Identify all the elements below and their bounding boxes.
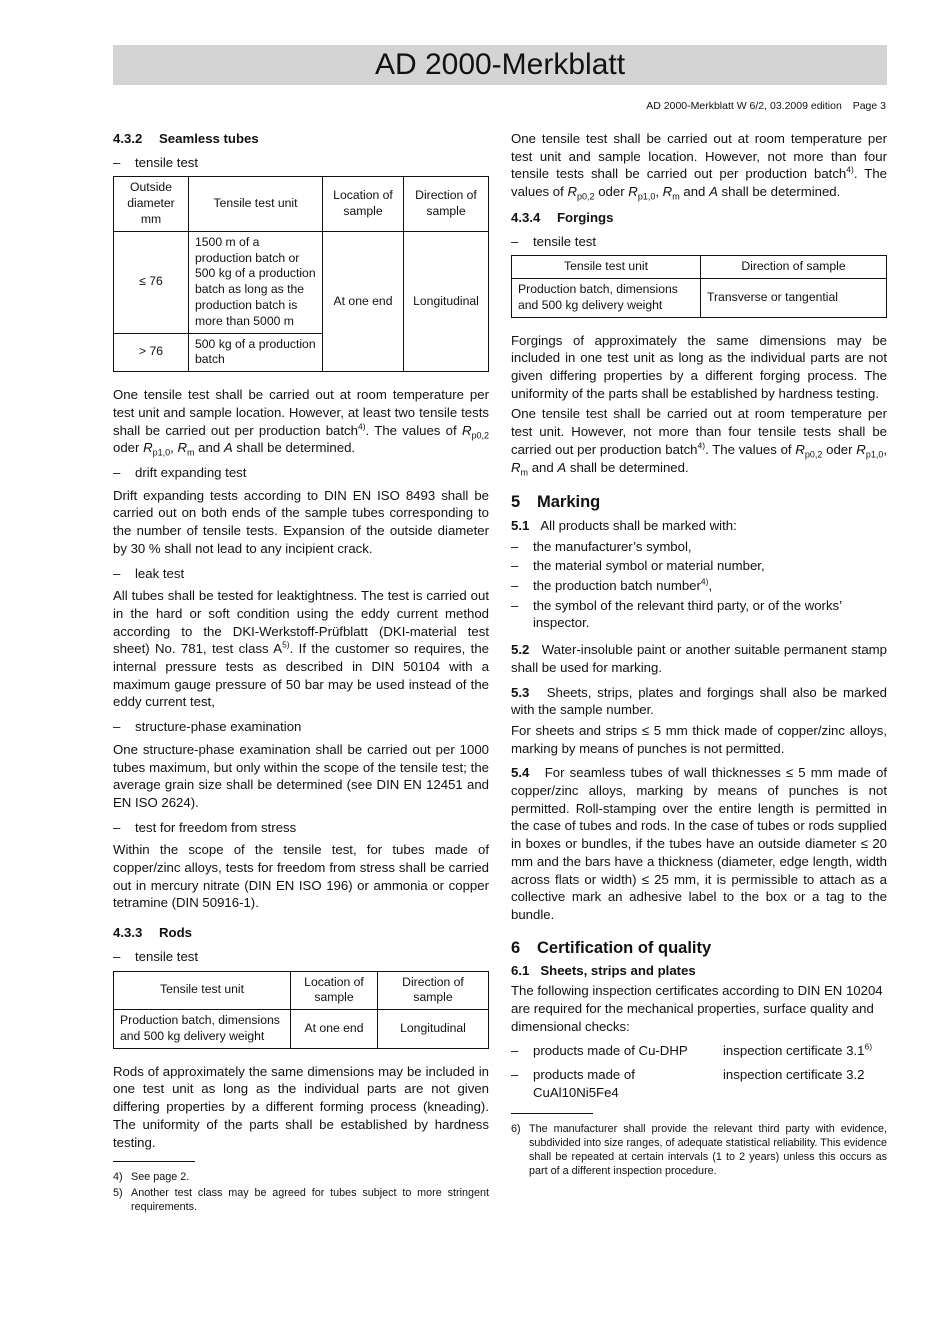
- table-header: Location of sample: [291, 971, 378, 1010]
- paragraph: Drift expanding tests according to DIN EN ISO 8493 shall be carried out on both ends of the sample tubes corresponding to the number of tensile tests. Expansion of the outside diameter by 30 % shall not lead to any incipient crack.: [113, 487, 489, 556]
- footnote: 5) Another test class may be agreed for tubes subject to more stringent requirements.: [113, 1187, 489, 1214]
- table-header: Location of sample: [323, 177, 404, 231]
- footnote: 4) See page 2.: [113, 1171, 190, 1184]
- certificate-row: – products made of CuAl10Ni5Fe4 inspection certificate 3.2: [511, 1066, 865, 1100]
- table-cell: Production batch, dimensions and 500 kg delivery weight: [512, 279, 701, 318]
- section-heading-4-3-2: 4.3.2 Seamless tubes: [113, 131, 259, 146]
- table-cell: At one end: [291, 1010, 378, 1049]
- section-heading-4-3-4: 4.3.4 Forgings: [511, 209, 614, 225]
- table-cell: Transverse or tangential: [701, 279, 887, 318]
- certificate-row: – products made of Cu-DHP inspection certificate 3.1$^{6)}$: [511, 1041, 873, 1059]
- paragraph: One tensile test shall be carried out at room temperature per test unit and sample location. However, not more than four tensile tests shall be carried out per production batch$^{4)}$. The values of $R_{p0,2}$ oder $R_{p1,0}$, $R_m$ and A shall be determined.: [511, 131, 887, 202]
- paragraph: 5.4 For seamless tubes of wall thicknesses ≤ 5 mm made of copper/zinc alloys, marking by means of punches is not permitted. Roll-stamping over the entire length is permitted in the case of tubes and rods. In the case of tubes or rods supplied in boxes or bundles, if the tubes have an outside diameter ≤ 20 mm and the bars have a thickness (diameter, edge length, width across flats or width) ≤ 25 mm, it is permissible to attach as a collective mark an adhesive label to the box or a tag to the bundle.: [511, 765, 887, 922]
- edition-text: AD 2000-Merkblatt W 6/2, 03.2009 edition: [646, 100, 842, 112]
- table-cell: ≤ 76: [114, 231, 189, 333]
- paragraph: One tensile test shall be carried out at room temperature per test unit and sample location. However, at least two tensile tests shall be carried out per production batch$^{4)}$. The values of $R_{p0,2}$ oder $R_{p1,0}$, $R_m$ and A shall be determined.: [113, 387, 489, 458]
- paragraph: 5.2 Water-insoluble paint or another suitable permanent stamp shall be used for marking.: [511, 642, 887, 675]
- seamless-tubes-table: [113, 176, 489, 372]
- paragraph: Within the scope of the tensile test, for tubes made of copper/zinc alloys, tests for freedom from stress shall be carried out in mercury nitrate (DIN EN ISO 196) or ammonia or copper tetramine (DIN 50916-1).: [113, 842, 489, 911]
- forgings-table: [511, 255, 887, 317]
- page-number: Page 3: [852, 100, 886, 112]
- table-cell: At one end: [323, 231, 404, 371]
- list-item: – test for freedom from stress: [113, 819, 297, 835]
- right-column: [511, 130, 887, 1180]
- paragraph: The following inspection certificates according to DIN EN 10204 are required for the mechanical properties, surface quality and dimensional checks:: [511, 983, 883, 1034]
- list-item: – the production batch number$^{4)}$,: [511, 576, 713, 594]
- table-header: Tensile test unit: [512, 256, 701, 279]
- table-header: Tensile test unit: [114, 971, 291, 1010]
- paragraph: Rods of approximately the same dimensions may be included in one test unit as long as the individual parts are not given differing properties by a different forming process (kneading). The uniformity of the parts shall be established by hardness testing.: [113, 1063, 489, 1150]
- list-item: – structure-phase examination: [113, 719, 302, 735]
- table-header: Tensile test unit: [189, 177, 323, 231]
- table-cell: Longitudinal: [404, 231, 489, 371]
- section-heading-5: 5 Marking: [511, 493, 601, 512]
- list-item: – tensile test: [113, 154, 199, 170]
- table-header: Outside diameter mm: [114, 177, 189, 231]
- paragraph: 5.1 All products shall be marked with:: [511, 517, 737, 533]
- paragraph: One tensile test shall be carried out at room temperature per test unit. However, not more than four tensile tests shall be carried out per production batch$^{4)}$. The values of $R_{p0,2}$ oder $R_{p1,0}$, $R_m$ and A shall be determined.: [511, 406, 888, 478]
- table-header: Direction of sample: [404, 177, 489, 231]
- list-item: – the manufacturer’s symbol,: [511, 538, 692, 554]
- table-cell: Longitudinal: [378, 1010, 489, 1049]
- table-header: Direction of sample: [701, 256, 887, 279]
- paragraph: One structure-phase examination shall be carried out per 1000 tubes maximum, but only within the scope of the tensile test; the average grain size shall be determined (see DIN EN 12451 and EN ISO 2624).: [113, 741, 489, 810]
- paragraph: Forgings of approximately the same dimensions may be included in one test unit as long as the individual parts are not given differing properties by a different forging process. The uniformity of the parts shall be established by hardness testing.: [511, 332, 887, 401]
- table-cell: 500 kg of a production batch: [189, 333, 323, 372]
- list-item: – the symbol of the relevant third party, or of the works’ inspector.: [511, 597, 842, 631]
- list-item: – tensile test: [511, 233, 597, 249]
- table-header: Direction of sample: [378, 971, 489, 1010]
- footnote: 6) The manufacturer shall provide the relevant third party with evidence, subdivided into size ranges, of adequate statistical reliability. This evidence shall be repeated at certain intervals (1 to 2 years) unless this occurs as part of a different inspection procedure.: [511, 1123, 887, 1178]
- list-item: – drift expanding test: [113, 464, 247, 480]
- document-title: AD 2000-Merkblatt: [374, 48, 626, 81]
- paragraph: All tubes shall be tested for leaktightness. The test is carried out in the hard or soft condition using the eddy current method according to the DKI-Werkstoff-Prüfblatt (DKI-material test sheet) No. 781, test class $A^{5)}$. If the customer so requires, the internal pressure tests as described in DIN 50104 with a maximum gauge pressure of 50 bar may be used instead of the eddy current test,: [113, 588, 490, 710]
- page-header-info: [638, 100, 886, 112]
- header-banner: [113, 45, 887, 85]
- list-item: – tensile test: [113, 948, 199, 964]
- section-heading-4-3-3: 4.3.3 Rods: [113, 925, 192, 941]
- footnote-divider: [113, 1161, 195, 1162]
- paragraph: 5.3 Sheets, strips, plates and forgings shall also be marked with the sample number.: [511, 684, 887, 718]
- list-item: – leak test: [113, 565, 185, 581]
- paragraph: For sheets and strips ≤ 5 mm thick made of copper/zinc alloys, marking by means of punches is not permitted.: [511, 722, 887, 756]
- footnote-divider: [511, 1113, 593, 1114]
- table-cell: 1500 m of a production batch or 500 kg of a production batch as long as the production batch is more than 5000 m: [189, 231, 323, 333]
- table-cell: > 76: [114, 333, 189, 372]
- rods-table: [113, 971, 489, 1049]
- section-heading-6: 6 Certification of quality: [511, 938, 712, 957]
- list-item: – the material symbol or material number,: [511, 558, 765, 574]
- table-cell: Production batch, dimensions and 500 kg delivery weight: [114, 1010, 291, 1049]
- section-heading-6-1: 6.1 Sheets, strips and plates: [511, 963, 696, 979]
- left-column: [113, 130, 489, 1216]
